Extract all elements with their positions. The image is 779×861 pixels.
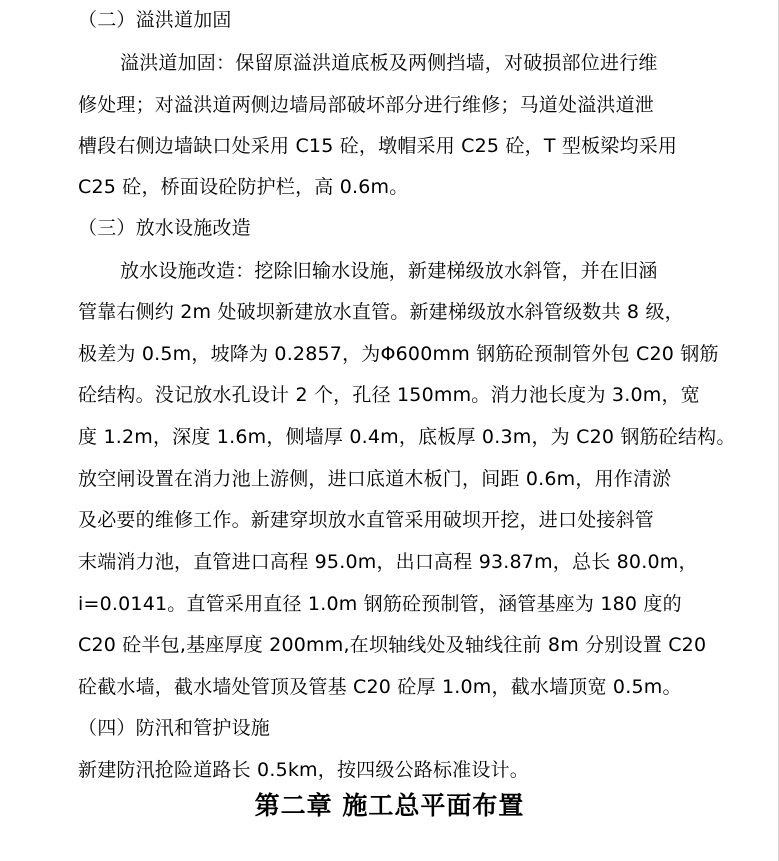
section-3-line-11: 砼截水墙，截水墙处管顶及管基 C20 砼厚 1.0m，截水墙顶宽 0.5m。 [78, 676, 682, 698]
section-3-line-4: 砼结构。没记放水孔设计 2 个，孔径 150mm。消力池长度为 3.0m，宽 [78, 384, 700, 406]
section-3-line-3: 极差为 0.5m，坡降为 0.2857，为Φ600mm 钢筋砼预制管外包 C20 钢筋 [78, 343, 719, 365]
chapter-title: 第二章 施工总平面布置 [254, 791, 525, 820]
section-3-line-2: 管靠右侧约 2m 处破坝新建放水直管。新建梯级放水斜管级数共 8 级， [78, 301, 684, 323]
section-3-line-8: 末端消力池，直管进口高程 95.0m，出口高程 93.87m，总长 80.0m， [78, 551, 698, 573]
section-4-heading: （四）防汛和管护设施 [78, 717, 271, 739]
section-3-line-10: C20 砼半包,基座厚度 200mm,在坝轴线处及轴线往前 8m 分别设置 C20 [78, 634, 707, 656]
section-4-line-1: 新建防汛抢险道路长 0.5km，按四级公路标准设计。 [78, 759, 529, 781]
section-3-line-7: 及必要的维修工作。新建穿坝放水直管采用破坝开挖，进口处接斜管 [78, 509, 655, 531]
section-3-line-9: i=0.0141。直管采用直径 1.0m 钢筋砼预制管，涵管基座为 180 度的 [78, 593, 682, 615]
section-2-line-1: 溢洪道加固：保留原溢洪道底板及两侧挡墙，对破损部位进行维 [120, 52, 658, 74]
section-2-line-3: 槽段右侧边墙缺口处采用 C15 砼，墩帽采用 C25 砼，T 型板梁均采用 [78, 135, 678, 157]
section-2-line-4: C25 砼，桥面设砼防护栏，高 0.6m。 [78, 176, 409, 198]
section-3-line-6: 放空闸设置在消力池上游侧，进口底道木板门，间距 0.6m，用作清淤 [78, 468, 672, 490]
section-2-line-2: 修处理；对溢洪道两侧边墙局部破坏部分进行维修；马道处溢洪道泄 [78, 94, 655, 116]
section-3-line-5: 度 1.2m，深度 1.6m，侧墙厚 0.4m，底板厚 0.3m，为 C20 钢筋砼结构。 [78, 426, 736, 448]
section-3-line-1: 放水设施改造：挖除旧输水设施，新建梯级放水斜管，并在旧涵 [120, 260, 658, 282]
section-2-heading: （二）溢洪道加固 [78, 9, 232, 31]
section-3-heading: （三）放水设施改造 [78, 217, 251, 239]
